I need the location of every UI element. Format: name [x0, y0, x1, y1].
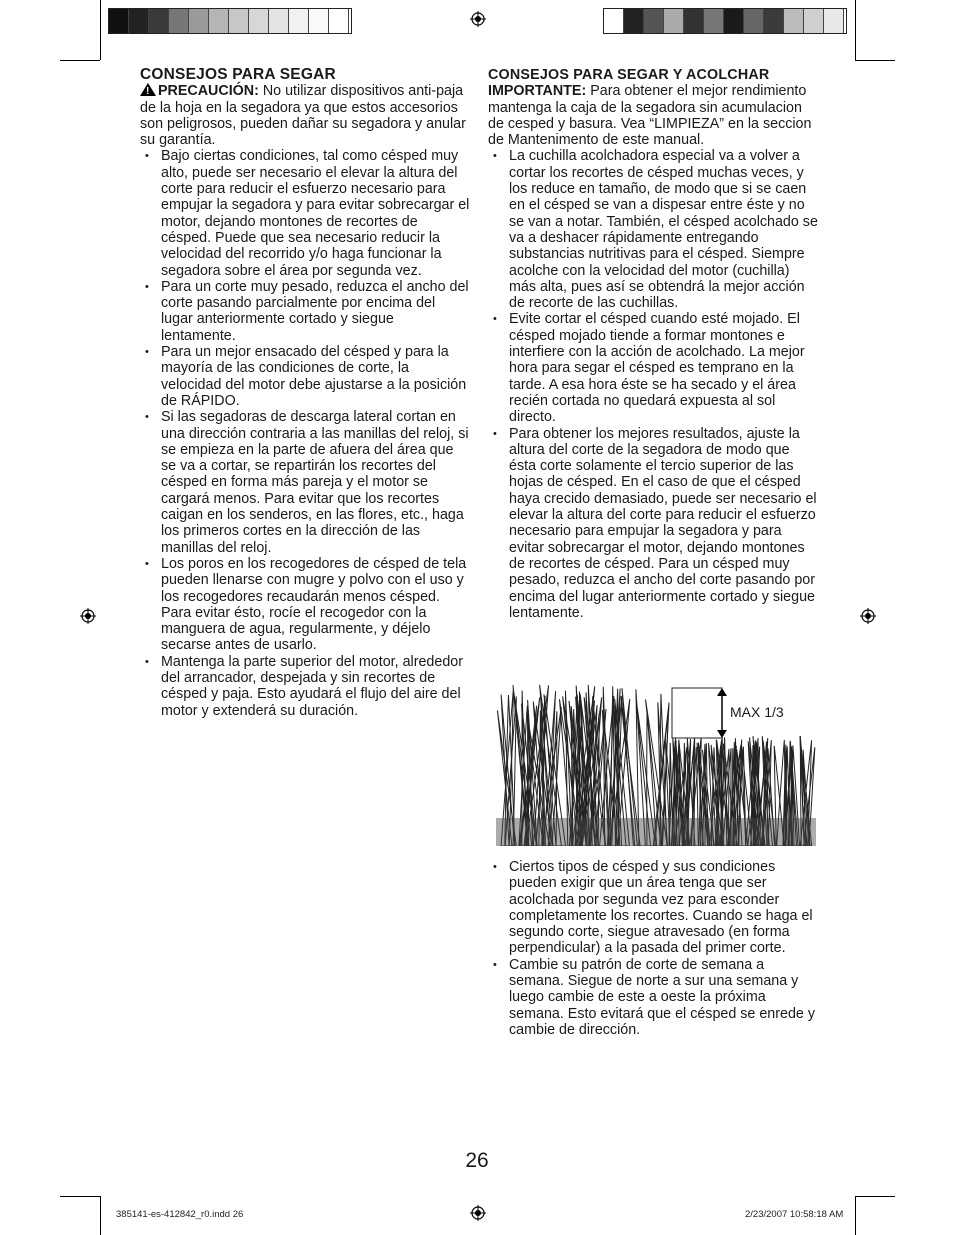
crop-mark	[855, 1196, 895, 1197]
footer-file: 385141-es-412842_r0.indd 26	[116, 1209, 244, 1220]
crop-mark	[855, 0, 856, 60]
color-bar-right	[603, 8, 847, 34]
crop-mark	[60, 1196, 100, 1197]
caution-paragraph	[140, 83, 470, 148]
crop-mark	[100, 1196, 101, 1235]
right-column	[488, 67, 820, 621]
list-item: • Cambie su patrón de corte de semana a semana. Siegue de norte a sur una semana y luego cambie de este a oeste la próxima semana. Esto evitará que el césped se enrede y cambie de dirección.	[488, 957, 820, 1038]
important-paragraph	[488, 83, 820, 148]
registration-mark-icon	[470, 11, 486, 27]
crop-mark	[855, 60, 895, 61]
crop-mark	[60, 60, 100, 61]
crop-mark	[855, 1196, 856, 1235]
registration-mark-icon	[860, 608, 876, 624]
list-item: • La cuchilla acolchadora especial va a volver a cortar los recortes de césped muchas veces, y los reduce en tamaño, de modo que si se caen en el césped se van a dispesar entre éste y no se van a notar. También, el césped acolchado se va a deshacer rápidamente entregando substancias nutritivas para el césped. Siempre acolche con la velocidad del motor (cuchilla) más alta, pues así se obtendrá la mejor acción de recorte de las cuchillas.	[488, 148, 820, 311]
page-number: 26	[465, 1149, 489, 1172]
caution-text: No utilizar dispositivos anti-paja de la hoja en la segadora ya que estos accesorios son peligrosos, pueden dañar su segadora y anular su garantía.	[140, 83, 466, 149]
section-heading: CONSEJOS PARA SEGAR Y ACOLCHAR	[488, 67, 770, 83]
crop-mark	[100, 0, 101, 60]
caution-label: PRECAUCIÓN:	[158, 83, 259, 100]
list-item: • Para un corte muy pesado, reduzca el ancho del corte pasando parcialmente por encima del lugar anteriormente cortado y siegue lentamente.	[140, 279, 470, 344]
additional-tips-list	[488, 859, 820, 1038]
right-column-lower	[488, 859, 820, 1038]
list-item: • Para obtener los mejores resultados, ajuste la altura del corte de la segadora de modo que ésta corte solamente el tercio superior de las hojas de césped. En el caso de que el césped haya crecido demasiado, puede ser necesario el elevar la altura del corte para reducir el esfuerzo necesario para empujar la segadora y para evitar sobrecargar el motor, dejando montones de recortes de césped. Para un césped muy pesado, reduzca el ancho del corte pasando por encima del lugar anteriormente cortado y siegue lentamente.	[488, 426, 820, 622]
important-text: Para obtener el mejor rendimiento mantenga la caja de la segadora sin acumulacion de cesped y basura. Vea “LIMPIEZA” en la seccion de Mantenimento de este manual.	[488, 83, 812, 149]
grass-cutting-illustration	[496, 680, 816, 846]
important-label: IMPORTANTE:	[488, 83, 587, 100]
warning-triangle-icon	[140, 83, 156, 96]
registration-mark-icon	[470, 1205, 486, 1221]
list-item: • Si las segadoras de descarga lateral cortan en una dirección contraria a las manillas del reloj, si se empieza en la parte de afuera del área que se va a cortar, se repartirán los recortes del césped en forma más pareja y el motor se cargará menos. Para evitar que los recortes caigan en los senderos, en las flores, etc., haga los primeros cortes en la dirección de las manillas del reloj.	[140, 409, 470, 556]
registration-mark-icon	[80, 608, 96, 624]
list-item: • Bajo ciertas condiciones, tal como césped muy alto, puede ser necesario el elevar la altura del corte para reducir el esfuerzo necesario para empujar la segadora y para evitar sobrecargar el motor, dejando montones de recortes de césped. Puede que sea necesario reducir la velocidad del recorrido y/o haga funcionar la segadora sobre el área por segunda vez.	[140, 148, 470, 278]
mulch-tips-list	[488, 148, 820, 621]
left-column	[140, 67, 470, 719]
section-heading: CONSEJOS PARA SEGAR	[140, 66, 336, 83]
list-item: • Ciertos tipos de césped y sus condiciones pueden exigir que un área tenga que ser acolchada por segunda vez para esconder completamente los recortes. Cuando se haga el segundo corte, siegue atravesado (en forma perpendicular) a la pasada del primer corte.	[488, 859, 820, 957]
max-label: MAX 1/3	[730, 704, 784, 720]
footer-timestamp: 2/23/2007 10:58:18 AM	[745, 1209, 844, 1220]
tips-list	[140, 148, 470, 718]
list-item: • Mantenga la parte superior del motor, alrededor del arrancador, despejada y sin recortes de césped y paja. Esto ayudará el flujo del aire del motor y extenderá su duración.	[140, 654, 470, 719]
list-item: • Para un mejor ensacado del césped y para la mayoría de las condiciones de corte, la velocidad del motor debe ajustarse a la posición de RÁPIDO.	[140, 344, 470, 409]
list-item: • Los poros en los recogedores de césped de tela pueden llenarse con mugre y polvo con el uso y los recogedores recaudarán menos césped. Para evitar ésto, rocíe el recogedor con la manguera de agua, regularmente, y déjelo secarse antes de usarlo.	[140, 556, 470, 654]
color-bar-left	[108, 8, 352, 34]
list-item: • Evite cortar el césped cuando esté mojado. El césped mojado tiende a formar montones e interfiere con la acción de acolchado. La mejor hora para segar el césped es temprano en la tarde. A esa hora éste se ha secado y el área recién cortada no quedará expuesta al sol directo.	[488, 311, 820, 425]
